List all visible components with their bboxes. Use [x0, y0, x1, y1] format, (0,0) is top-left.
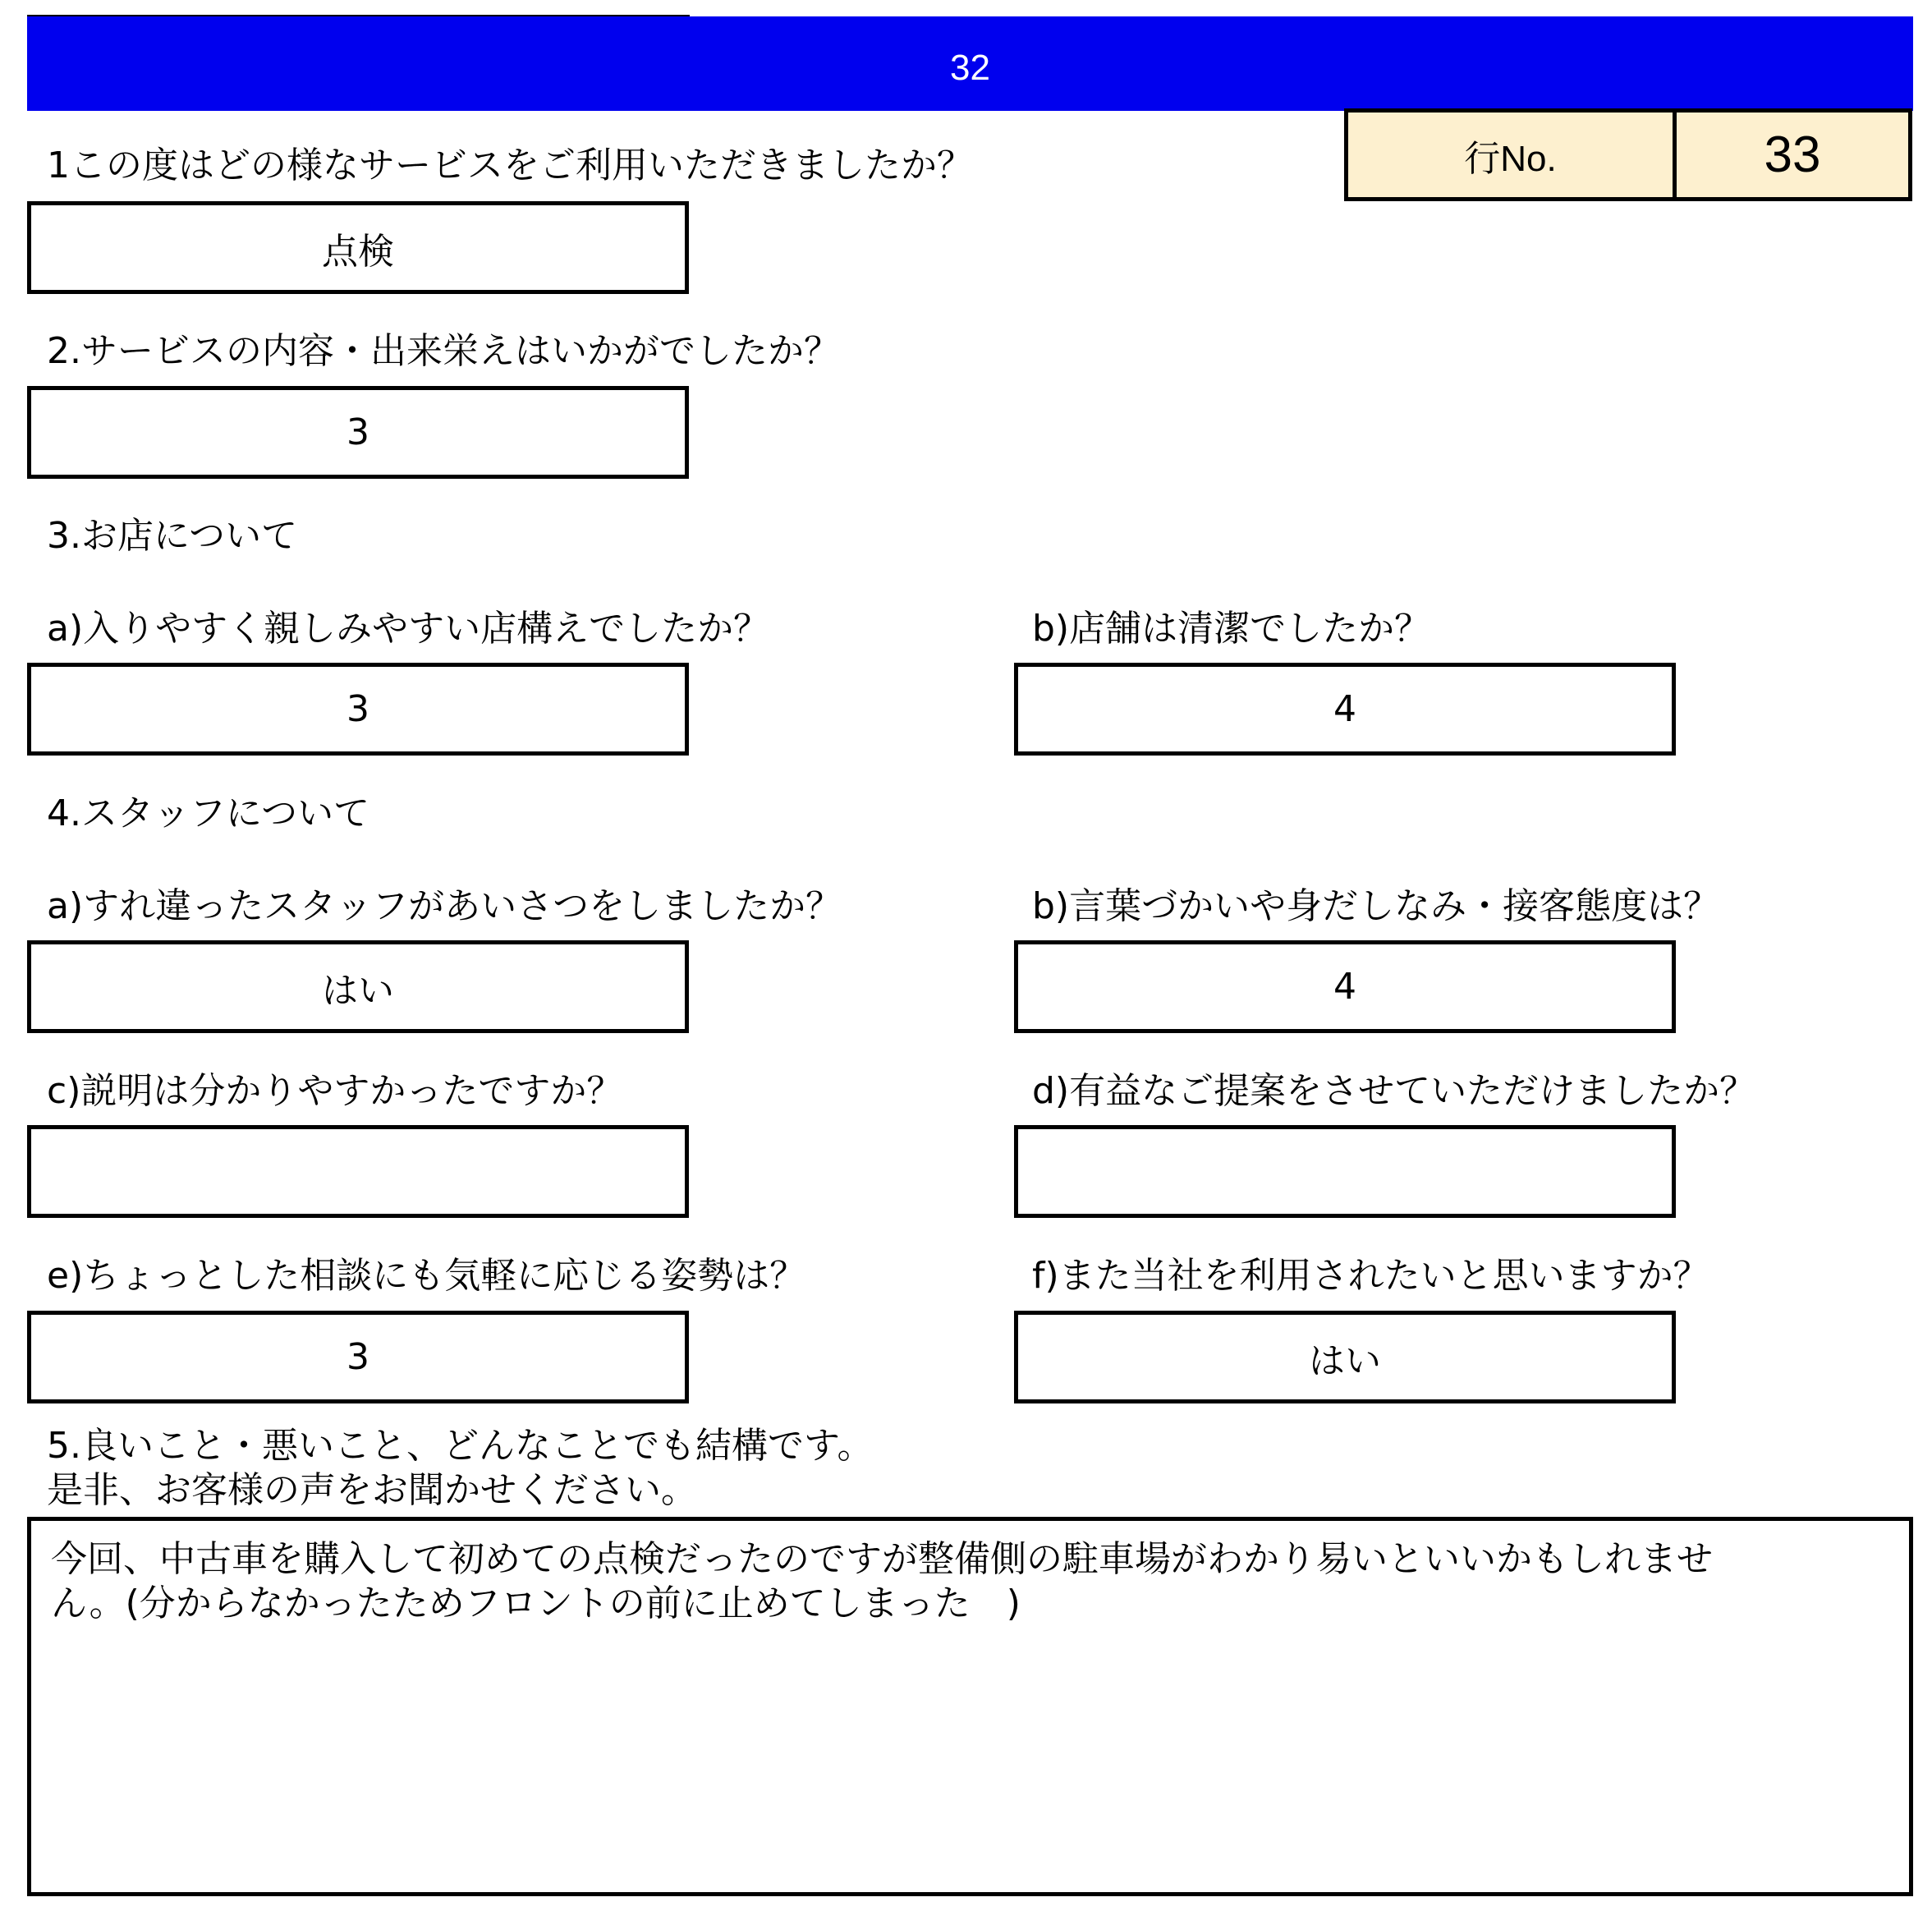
q5-question	[47, 1424, 873, 1513]
q3a-question: a)入りやすく親しみやすい店構えでしたか？	[47, 608, 770, 650]
q5-question-line1: 5.良いこと・悪いこと、どんなことでも結構です。	[47, 1425, 874, 1467]
q4e-question: e)ちょっとした相談にも気軽に応じる姿勢は？	[47, 1255, 806, 1297]
q4c-question: c)説明は分かりやすかったですか？	[47, 1070, 623, 1112]
q4a-question: a)すれ違ったスタッフがあいさつをしましたか？	[47, 885, 842, 927]
q4e-answer-field[interactable]: 3	[27, 1311, 689, 1403]
q5-comment-line1: 今回、中古車を購入して初めての点検だったのですが整備側の駐車場がわかり易いといいかもしれませ	[51, 1538, 1713, 1580]
row-number-value: 33	[1764, 126, 1821, 183]
q3b-answer-field[interactable]: 4	[1014, 663, 1676, 756]
row-number-label: 行No.	[1348, 113, 1677, 197]
q4d-answer-field[interactable]	[1014, 1125, 1676, 1218]
header-number: 32	[950, 47, 990, 88]
q1-answer-field[interactable]: 点検	[27, 201, 689, 294]
header-band	[27, 16, 1913, 111]
q2-question: 2.サービスの内容・出来栄えはいかがでしたか？	[47, 330, 840, 372]
q3b-question: b)店舗は清潔でしたか？	[1032, 608, 1431, 650]
q4d-question: d)有益なご提案をさせていただけましたか？	[1032, 1070, 1756, 1112]
q4f-answer-field[interactable]: はい	[1014, 1311, 1676, 1403]
q1-question: 1この度はどの様なサービスをご利用いただきましたか？	[47, 145, 973, 186]
q3-heading: 3.お店について	[47, 515, 298, 557]
q4b-answer-field[interactable]: 4	[1014, 940, 1676, 1033]
q5-comment-line2: ん。(分からなかったためフロントの前に止めてしまった )	[51, 1583, 1021, 1624]
q3a-answer-field[interactable]: 3	[27, 663, 689, 756]
q5-comment-field[interactable]	[27, 1517, 1913, 1896]
q4b-question: b)言葉づかいや身だしなみ・接客態度は？	[1032, 885, 1720, 927]
q4a-answer-field[interactable]: はい	[27, 940, 689, 1033]
q2-answer-field[interactable]: 3	[27, 386, 689, 479]
q5-question-line2: 是非、お客様の声をお聞かせください。	[47, 1469, 697, 1511]
q4c-answer-field[interactable]	[27, 1125, 689, 1218]
row-number-box	[1344, 108, 1912, 201]
q4f-question: f)また当社を利用されたいと思いますか？	[1032, 1255, 1709, 1297]
q4-heading: 4.スタッフについて	[47, 792, 370, 834]
